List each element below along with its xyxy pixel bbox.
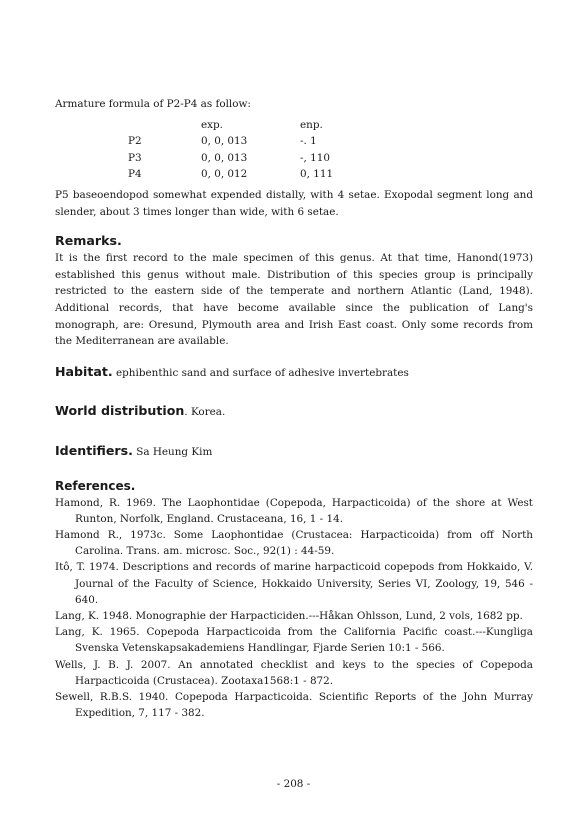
- p5-description: P5 baseoendopod somewhat expended distally, with 4 setae. Exopodal segment long and slender, about 3 times longer than wide, with 6 setae.: [55, 188, 533, 218]
- armature-leg: P3: [128, 151, 142, 164]
- reference-item: Lang, K. 1965. Copepoda Harpacticoida from the California Pacific coast.---Kungliga Svenska Vetenskapsakademiens Handlingar, Fjarde Serien 10:1 - 566.: [55, 626, 533, 655]
- armature-leg: P4: [128, 168, 142, 181]
- remarks-text: It is the first record to the male specimen of this genus. At that time, Hanond(1973) established this genus without male. Distribution of this species group is principally restricted to the eastern side of the temperate and northern Atlantic (Land, 1948). Additional records, that have become available since the publication of Lang's monograph, are: Oresund, Plymouth area and Irish East coast. Only some records from the Mediterranean are available.: [55, 252, 533, 348]
- col-exp-header: exp.: [201, 118, 223, 131]
- page-number: - 208 -: [276, 778, 311, 790]
- identifiers-label: Identifiers.: [55, 442, 133, 458]
- armature-enp: 0, 111: [300, 168, 334, 181]
- armature-leg: P2: [128, 135, 142, 148]
- habitat-text: ephibenthic sand and surface of adhesive invertebrates: [112, 366, 409, 379]
- reference-item: Hamond, R. 1969. The Laophontidae (Copepoda, Harpacticoida) of the shore at West Runton, Norfolk, England. Crustaceana, 16, 1 - 14.: [55, 496, 533, 525]
- world-distribution-text: . Korea.: [184, 406, 226, 419]
- reference-item: Itô, T. 1974. Descriptions and records of marine harpacticoid copepods from Hokkaido, V. Journal of the Faculty of Science, Hokkaido University, Series VI, Zoology, 19, 546 - 640.: [55, 561, 533, 606]
- remarks-heading: Remarks.: [55, 233, 122, 249]
- identifiers-line: [55, 443, 533, 461]
- page-content: [55, 96, 533, 721]
- reference-item: Sewell, R.B.S. 1940. Copepoda Harpacticoida. Scientific Reports of the John Murray Expedition, 7, 117 - 382.: [55, 690, 533, 720]
- habitat-label: Habitat.: [55, 363, 113, 379]
- reference-item: Lang, K. 1948. Monographie der Harpacticiden.---Håkan Ohlsson, Lund, 2 vols, 1682 pp.: [55, 609, 523, 622]
- armature-table: [55, 117, 333, 183]
- identifiers-text: Sa Heung Kim: [132, 445, 213, 458]
- armature-intro: Armature formula of P2-P4 as follow:: [55, 98, 251, 110]
- armature-exp: 0, 0, 013: [201, 135, 248, 148]
- habitat-line: [55, 364, 533, 382]
- reference-item: Hamond R., 1973c. Some Laophontidae (Crustacea: Harpacticoida) from off North Carolina. Trans. am. microsc. Soc., 92(1) : 44-59.: [55, 528, 533, 558]
- armature-enp: -, 110: [300, 151, 330, 164]
- armature-row: [55, 150, 333, 167]
- armature-row: [55, 166, 333, 183]
- col-enp-header: enp.: [300, 118, 323, 131]
- references-list: [55, 495, 533, 722]
- armature-enp: -. 1: [300, 135, 317, 148]
- armature-exp: 0, 0, 012: [201, 168, 248, 181]
- world-distribution-line: [55, 403, 533, 421]
- armature-row: [55, 133, 333, 150]
- armature-header-row: [55, 117, 333, 134]
- reference-item: Wells, J. B. J. 2007. An annotated checklist and keys to the species of Copepoda Harpacticoida (Crustacea). Zootaxa1568:1 - 872.: [55, 658, 533, 687]
- world-distribution-label: World distribution: [55, 403, 185, 419]
- armature-exp: 0, 0, 013: [201, 151, 248, 164]
- references-heading: References.: [55, 478, 136, 493]
